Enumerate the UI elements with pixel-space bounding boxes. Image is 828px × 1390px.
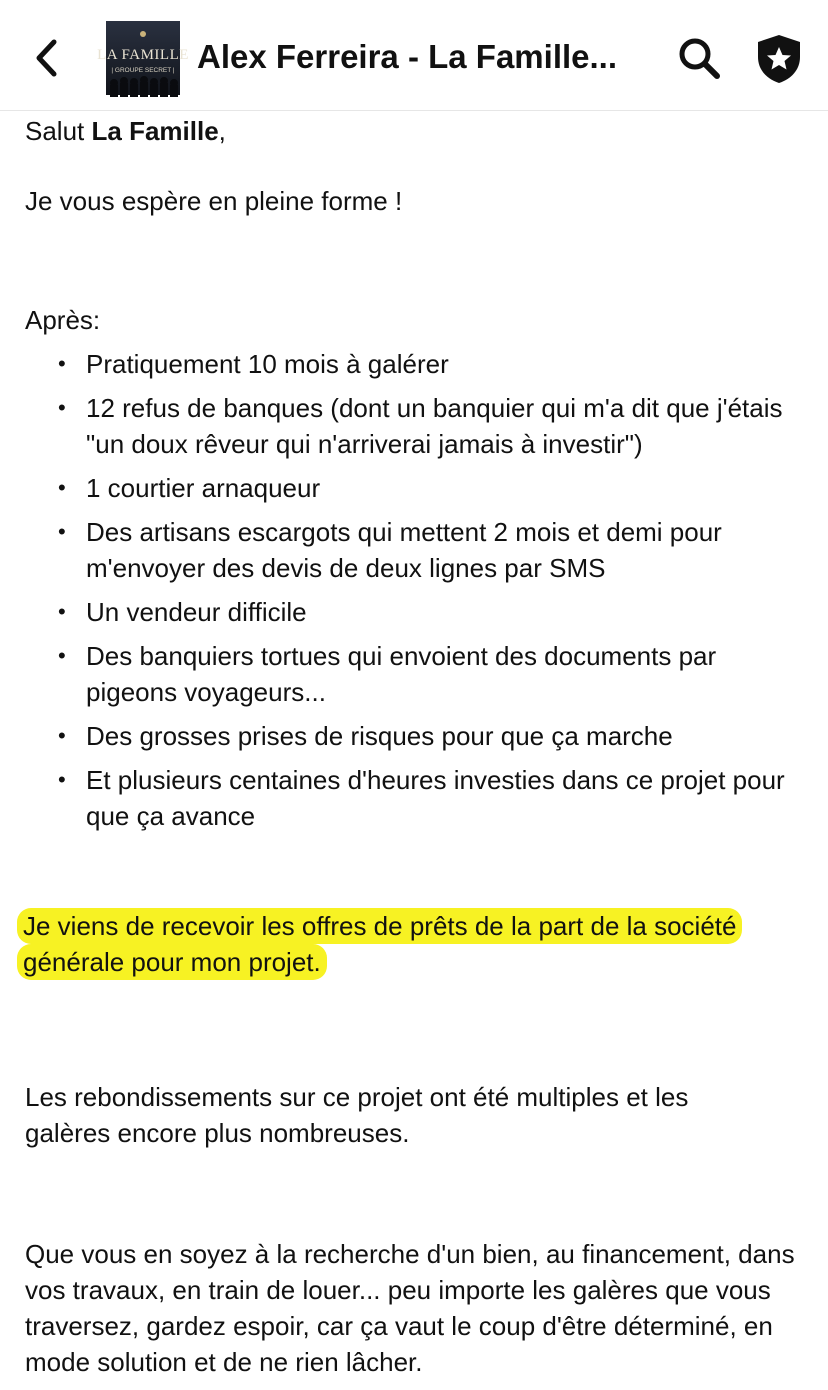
chevron-left-icon [26,36,66,80]
bullet-dot: • [58,519,66,544]
svg-text:LA FAMILLE: LA FAMILLE [97,47,189,63]
list-item [25,762,810,834]
list-item-text: Des grosses prises de risques pour que ça marche [86,721,673,751]
post-greeting [25,113,810,149]
list-item [25,390,810,462]
shield-star-icon [754,33,804,85]
list-item-text: 1 courtier arnaqueur [86,473,321,503]
admin-tools-button[interactable] [754,33,804,85]
post-body [25,113,810,1380]
post-paragraph: Que vous en soyez à la recherche d'un bien, au financement, dans vos travaux, en train de louer... peu importe les galères que vous traversez, gardez espoir, car ça vaut le coup d'être déterminé, en mode solution et de ne rien lâcher. [25,1239,795,1377]
search-icon [676,35,722,81]
list-item [25,718,810,754]
back-button[interactable] [26,36,66,80]
list-item-text: Pratiquement 10 mois à galérer [86,349,449,379]
svg-text:| GROUPE SECRET |: | GROUPE SECRET | [111,67,175,74]
bullet-dot: • [58,643,66,668]
list-item-text: Et plusieurs centaines d'heures investies dans ce projet pour que ça avance [86,765,785,831]
list-item-text: 12 refus de banques (dont un banquier qui m'a dit que j'étais "un doux rêveur qui n'arriverai jamais à investir") [86,393,783,459]
list-intro: Après: [25,305,101,335]
post-line: Je vous espère en pleine forme ! [25,186,403,216]
group-logo [97,21,189,95]
bullet-list [25,346,810,834]
bullet-dot: • [58,599,66,624]
list-item [25,594,810,630]
bullet-dot: • [58,351,66,376]
bullet-dot: • [58,395,66,420]
highlight-marker: Je viens de recevoir les offres de prêts de la part de la société générale pour mon projet. [17,908,742,980]
greeting-suffix: , [218,116,226,146]
greeting-name: La Famille [91,116,219,146]
list-item [25,514,810,586]
list-item [25,346,810,382]
highlighted-paragraph [25,908,810,980]
group-title[interactable]: Alex Ferreira - La Famille... [197,38,618,75]
greeting-prefix: Salut [25,116,92,146]
list-item [25,638,810,710]
bullet-dot: • [58,767,66,792]
bullet-dot: • [58,475,66,500]
post-paragraph: Les rebondissements sur ce projet ont été multiples et les galères encore plus nombreuses. [25,1082,689,1148]
group-header [0,0,828,111]
group-avatar[interactable] [97,21,189,95]
list-item-text: Des banquiers tortues qui envoient des documents par pigeons voyageurs... [86,641,717,707]
search-button[interactable] [676,35,722,81]
bullet-dot: • [58,723,66,748]
list-item [25,470,810,506]
list-item-text: Un vendeur difficile [86,597,307,627]
list-item-text: Des artisans escargots qui mettent 2 mois et demi pour m'envoyer des devis de deux lignes par SMS [86,517,722,583]
